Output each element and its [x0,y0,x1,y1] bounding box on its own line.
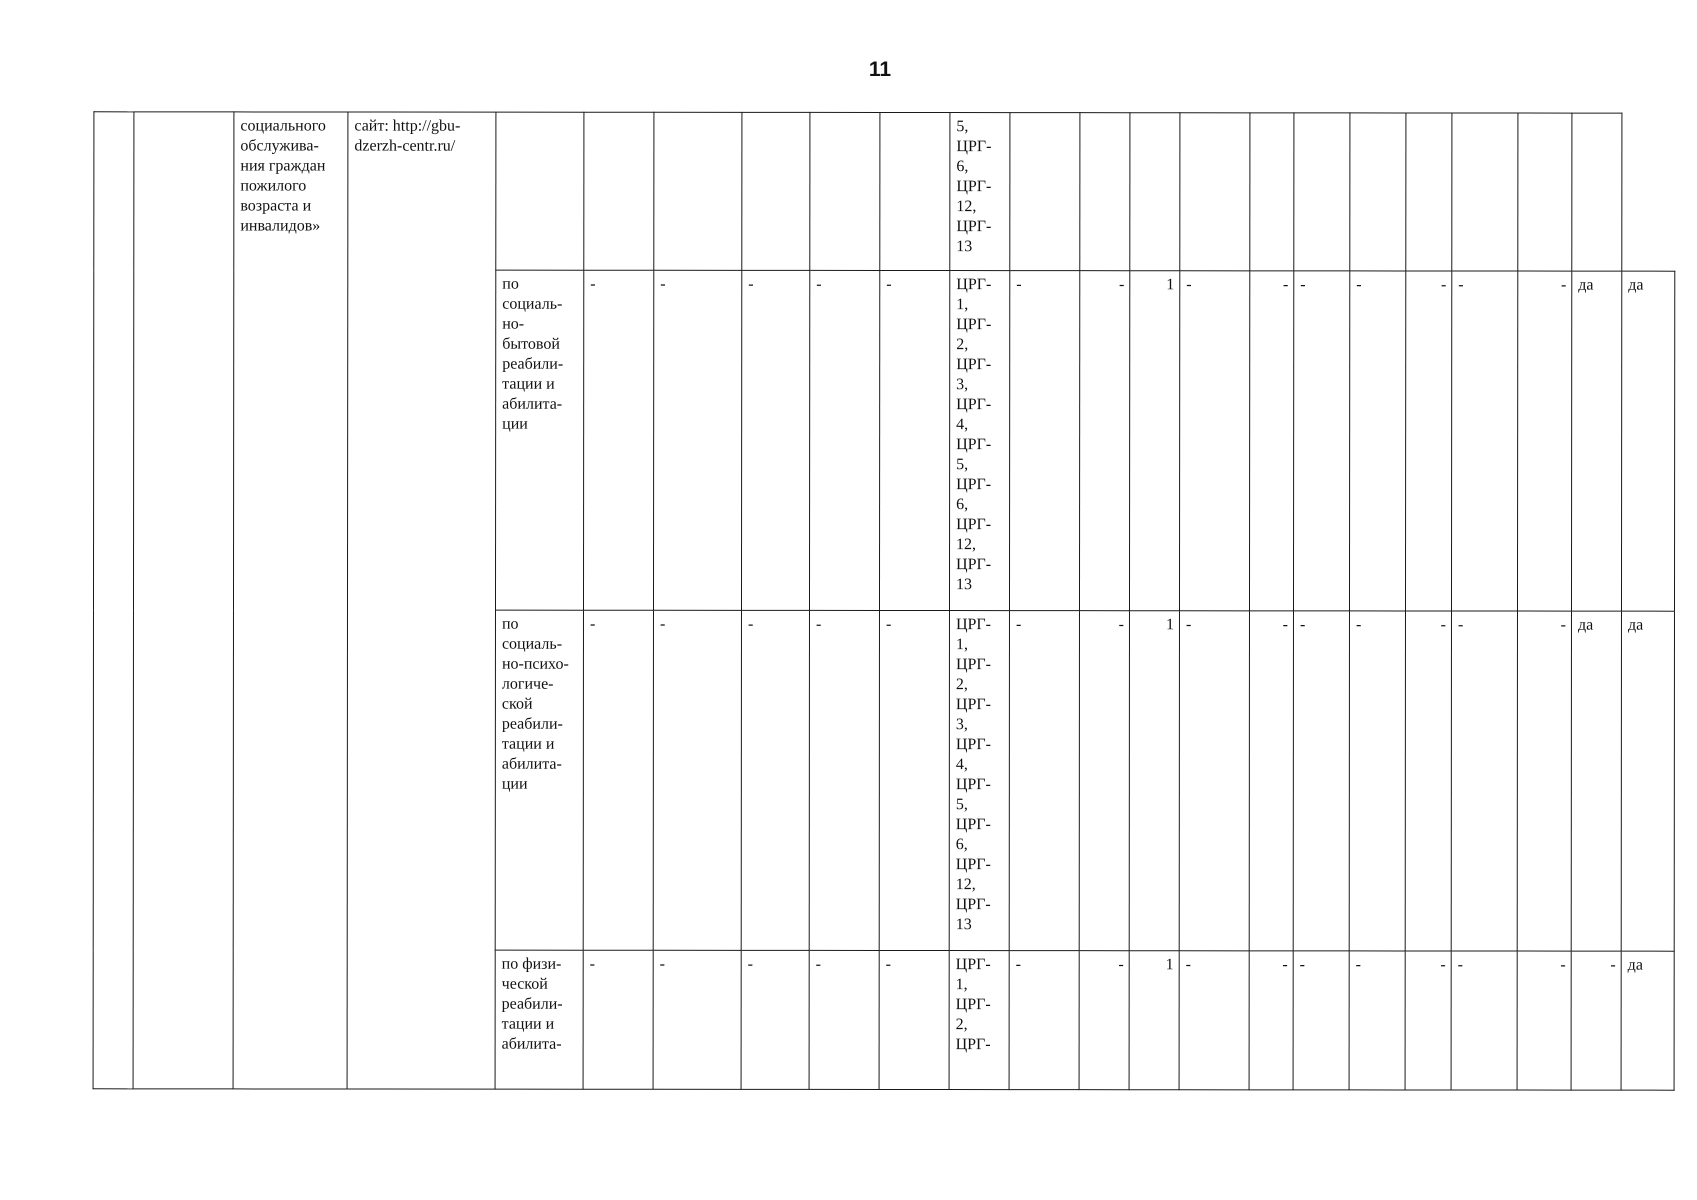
cell-value: - [1009,271,1079,611]
cell-value: - [1293,611,1349,951]
cell-value: - [1349,611,1405,951]
cell-value: - [1451,271,1517,611]
cell-targets: ЦРГ- 1, ЦРГ- 2, ЦРГ- 3, ЦРГ- 4, ЦРГ- 5, ЦРГ- 6, ЦРГ- 12, ЦРГ- 13 [949,271,1009,611]
cell-value: - [1249,271,1293,611]
cell-value: - [1451,951,1517,1090]
cell-value: да [1621,271,1674,611]
cell-value: да [1621,611,1674,951]
cell-value: - [1293,951,1349,1090]
cell-value: да [1621,951,1674,1090]
cell-value: - [1179,271,1249,611]
table-row-top [94,112,1675,271]
cell-organization-name: социального обслужива- ния граждан пожилого возраста и инвалидов» [233,112,348,1089]
document-table [93,111,1676,1090]
cell-value: - [1405,271,1451,611]
cell-value: - [1405,951,1451,1090]
cell-value: - [879,950,949,1089]
cell-value: - [1517,611,1571,951]
cell-value: - [1405,611,1451,951]
cell-empty-column [133,112,234,1089]
cell-value: - [809,270,879,610]
cell-value: - [653,950,741,1089]
cell-value: да [1571,271,1621,611]
cell-value: - [741,270,809,610]
cell-service-top [496,112,584,270]
cell-value: 1 [1129,951,1179,1090]
cell-value: - [583,610,653,950]
page-number: 11 [868,58,892,81]
cell-value: - [1349,951,1405,1090]
cell-value: - [583,950,653,1089]
cell-value: - [1349,271,1405,611]
cell-value: да [1571,611,1621,951]
cell-value: - [741,610,809,950]
cell-value: - [1517,271,1571,611]
cell-value: - [1293,271,1349,611]
cell-value: - [1079,271,1129,611]
cell-value: 1 [1129,271,1179,611]
cell-value: - [1179,951,1249,1090]
cell-value: - [1451,611,1517,951]
cell-value: - [1249,611,1293,951]
cell-value: - [879,270,949,610]
cell-value: - [1009,611,1079,951]
cell-service: по физи- ческой реабили- тации и абилита- [495,950,583,1089]
cell-service: по социаль- но- бытовой реабили- тации и абилита- ции [495,270,583,610]
cell-value: - [879,610,949,950]
cell-targets-top: 5, ЦРГ- 6, ЦРГ- 12, ЦРГ- 13 [950,113,1010,271]
cell-value: - [1571,951,1621,1090]
cell-value: - [1249,951,1293,1090]
cell-value: - [1517,951,1571,1090]
cell-service: по социаль- но-психо- логиче- ской реабили- тации и абилита- ции [495,610,583,950]
cell-value: 1 [1129,611,1179,951]
cell-value: - [1079,951,1129,1090]
cell-value: - [809,950,879,1089]
cell-value: - [1179,611,1249,951]
cell-targets: ЦРГ- 1, ЦРГ- 2, ЦРГ- [949,951,1009,1090]
cell-targets: ЦРГ- 1, ЦРГ- 2, ЦРГ- 3, ЦРГ- 4, ЦРГ- 5, ЦРГ- 6, ЦРГ- 12, ЦРГ- 13 [949,611,1009,951]
cell-value: - [653,610,741,950]
cell-value: - [1009,951,1079,1090]
cell-value: - [809,610,879,950]
cell-value: - [741,950,809,1089]
cell-value: - [1079,611,1129,951]
cell-number [93,112,134,1089]
cell-value: - [583,270,653,610]
cell-value: - [653,270,741,610]
cell-website: сайт: http://gbu- dzerzh-centr.ru/ [347,112,496,1089]
